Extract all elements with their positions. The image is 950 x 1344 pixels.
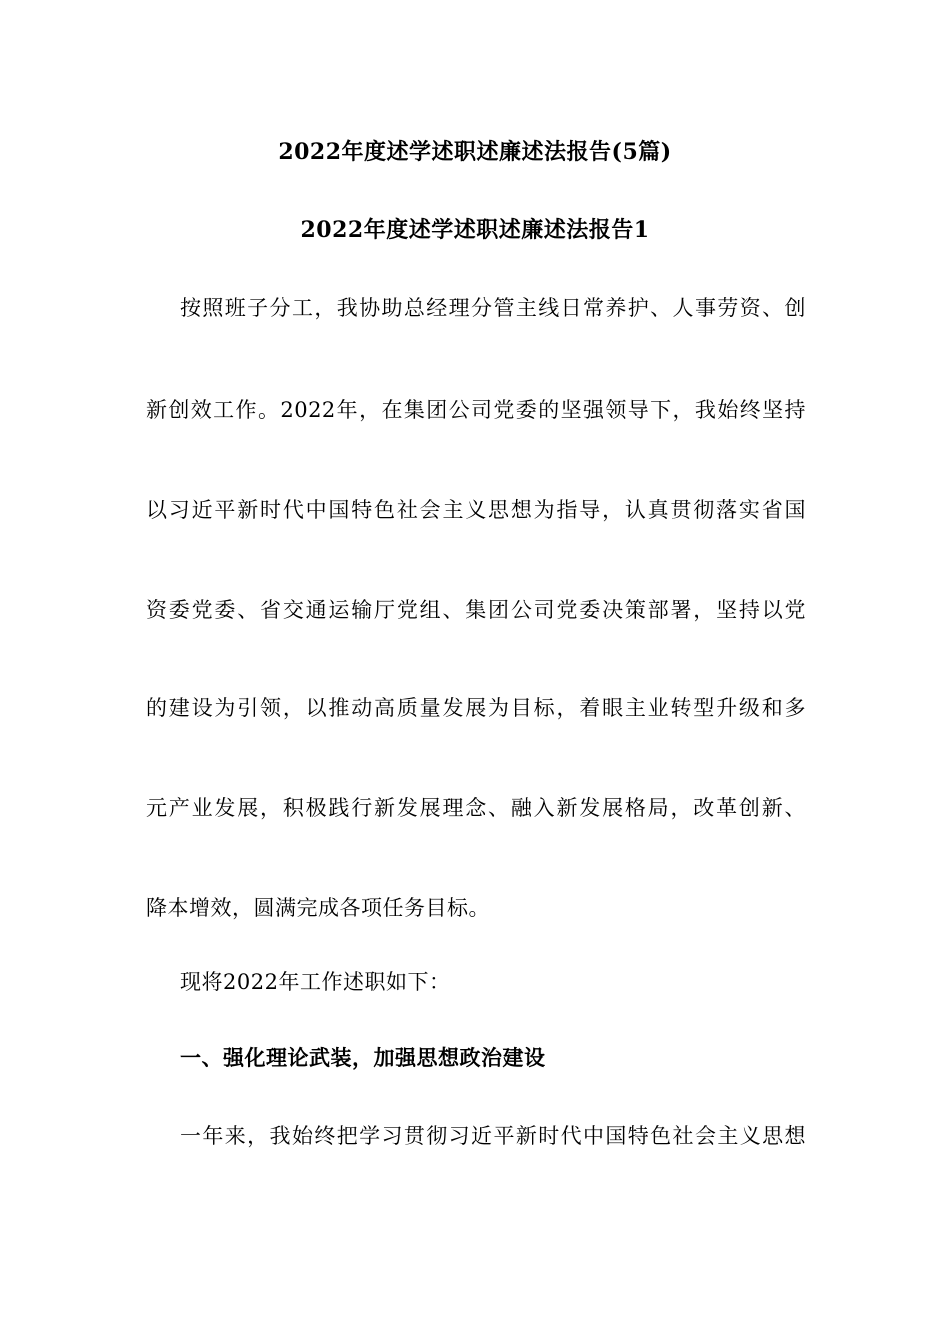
paragraph-line: 降本增效，圆满完成各项任务目标。 [146, 896, 490, 920]
document-main-title: 2022年度述学述职述廉述法报告(5篇) [278, 139, 672, 165]
section-heading: 一、强化理论武装，加强思想政治建设 [180, 1045, 546, 1070]
paragraph-line: 的建设为引领，以推动高质量发展为目标，着眼主业转型升级和多 [146, 696, 806, 720]
paragraph-line: 以习近平新时代中国特色社会主义思想为指导，认真贯彻落实省国 [146, 498, 806, 522]
paragraph-line: 一年来，我始终把学习贯彻习近平新时代中国特色社会主义思想 [180, 1124, 806, 1148]
paragraph-line: 元产业发展，积极践行新发展理念、融入新发展格局，改革创新、 [146, 796, 806, 820]
paragraph-line: 按照班子分工，我协助总经理分管主线日常养护、人事劳资、创 [180, 296, 806, 320]
paragraph-line: 资委党委、省交通运输厅党组、集团公司党委决策部署，坚持以党 [146, 598, 806, 622]
paragraph-line: 新创效工作。2022年，在集团公司党委的坚强领导下，我始终坚持 [146, 398, 806, 422]
paragraph-intro: 现将2022年工作述职如下： [180, 970, 451, 994]
report-subtitle: 2022年度述学述职述廉述法报告1 [300, 217, 650, 243]
